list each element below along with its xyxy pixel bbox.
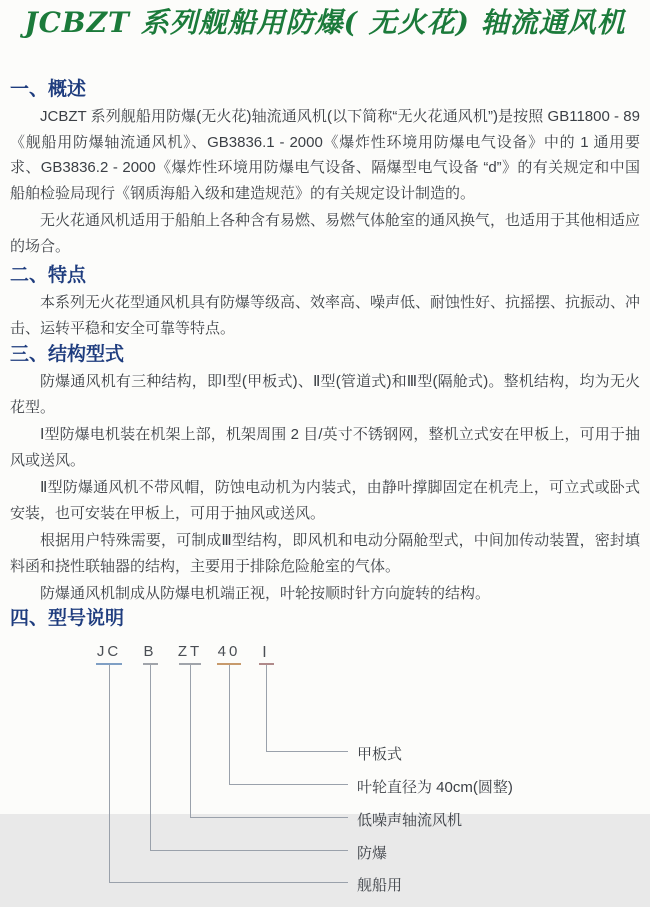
leader-vertical-jc [109, 665, 110, 882]
section-heading-structure: 三、结构型式 [10, 344, 125, 365]
section-heading-features: 二、特点 [10, 265, 87, 286]
meaning-label-impeller-diam: 叶轮直径为 40cm(圆整) [357, 778, 513, 796]
leader-horizontal-zt [190, 817, 348, 818]
structure-paragraph-5: 防爆通风机制成从防爆电机端正视，叶轮按顺时针方向旋转的结构。 [40, 585, 491, 602]
model-code-jc: JC [96, 642, 122, 660]
features-paragraph-1: 本系列无火花型通风机具有防爆等级高、效率高、噪声低、耐蚀性好、抗摇摆、抗振动、冲击、运转平稳和安全可靠等特点。 [10, 294, 641, 337]
structure-paragraph-3: Ⅱ型防爆通风机不带风帽，防蚀电动机为内装式，由静叶撑脚固定在机壳上，可立式或卧式安装，也可安装在甲板上，可用于抽风或送风。 [10, 479, 640, 522]
leader-vertical-40 [229, 665, 230, 784]
structure-paragraph-4: 根据用户特殊需要，可制成Ⅲ型结构，即风机和电动分隔舱型式，中间加传动装置，密封填料函和挠性联轴器的结构，主要用于排除危险舱室的气体。 [10, 532, 640, 575]
meaning-label-low-noise-axial: 低噪声轴流风机 [357, 811, 463, 829]
section-heading-model-designation: 四、型号说明 [10, 607, 125, 629]
structure-paragraph-2: Ⅰ型防爆电机装在机架上部，机架周围 2 目/英寸不锈钢网，整机立式安在甲板上，可用于抽风或送风。 [10, 426, 640, 469]
meaning-label-marine-use: 舰船用 [357, 876, 403, 894]
model-code-b: B [143, 642, 157, 660]
meaning-label-deck-type: 甲板式 [357, 745, 403, 763]
structure-paragraph-1: 防爆通风机有三种结构，即Ⅰ型(甲板式)、Ⅱ型(管道式)和Ⅲ型(隔舱式)。整机结构，均为无火花型。 [10, 373, 640, 416]
document-title: JCBZT 系列舰船用防爆( 无火花) 轴流通风机 [24, 6, 626, 39]
leader-vertical-zt [190, 665, 191, 817]
overview-paragraph-1: JCBZT 系列舰船用防爆(无火花)轴流通风机(以下简称“无火花通风机”)是按照 GB11800 - 89《舰船用防爆轴流通风机》、GB3836.1 - 2000《爆炸性环境用防爆电气设备》中的 1 通用要求、GB3836.2 - 2000《爆炸性环境用防爆电气设备、隔爆型电气设备 “d”》的有关规定和中国船舶检验局现行《钢质海船入级和建造规范》的有关规定设计制造的。 [10, 108, 640, 202]
leader-horizontal-b [150, 850, 348, 851]
leader-vertical-b [150, 665, 151, 850]
meaning-label-explosion-proof: 防爆 [357, 844, 388, 862]
overview-paragraph-2: 无火花通风机适用于船舶上各种含有易燃、易燃气体舱室的通风换气，也适用于其他相适应的场合。 [10, 212, 641, 255]
model-code-diagram [10, 639, 640, 907]
leader-horizontal-jc [109, 882, 348, 883]
leader-horizontal-40 [229, 784, 348, 785]
model-code-i: Ⅰ [262, 643, 270, 661]
leader-vertical-i [266, 665, 267, 751]
model-code-zt: ZT [177, 642, 203, 660]
section-heading-overview: 一、概述 [10, 79, 87, 100]
leader-horizontal-i [266, 751, 348, 752]
model-code-40: 40 [217, 642, 241, 660]
